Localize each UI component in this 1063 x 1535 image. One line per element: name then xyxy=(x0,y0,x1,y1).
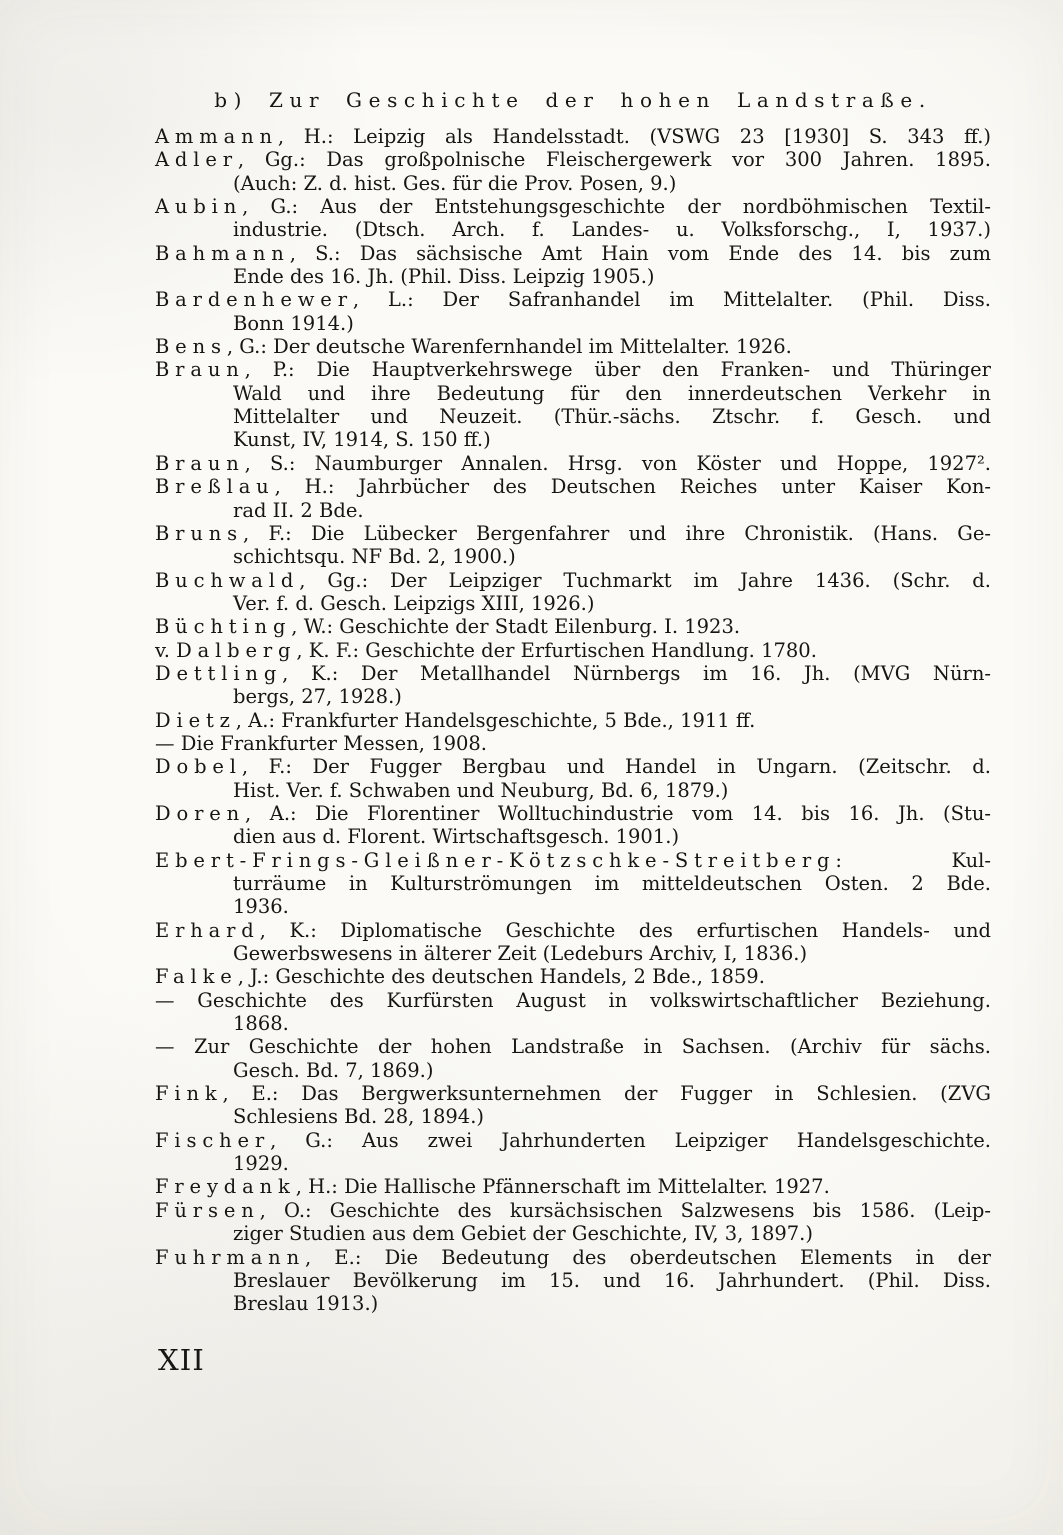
bib-entry-line: Ammann, H.: Leipzig als Handelsstadt. (VSWG 23 [1930] S. 343 ff.) xyxy=(155,125,991,148)
bib-entry-line: — Geschichte des Kurfürsten August in volkswirtschaftlicher Beziehung. xyxy=(155,988,991,1012)
bib-entry-line: turräume in Kulturströmungen im mitteldeutschen Osten. 2 Bde. xyxy=(233,872,991,895)
bib-entry xyxy=(155,242,991,289)
bib-entry-line: Doren, A.: Die Florentiner Wolltuchindustrie vom 14. bis 16. Jh. (Stu- xyxy=(155,801,991,825)
author-name: Fürsen xyxy=(155,1198,260,1222)
bib-entry-line: Breslauer Bevölkerung im 15. und 16. Jahrhundert. (Phil. Diss. xyxy=(233,1268,991,1292)
bib-entry xyxy=(155,569,991,616)
author-name: Bens xyxy=(155,335,227,359)
bib-entry-line: Ebert-Frings-Gleißner-Kötzschke-Streitberg: Kul- xyxy=(155,848,991,872)
author-name: Freydank xyxy=(155,1175,296,1199)
bib-entry-line: Braun, S.: Naumburger Annalen. Hrsg. von Köster und Hoppe, 1927². xyxy=(155,451,991,475)
bib-entry-line: schichtsqu. NF Bd. 2, 1900.) xyxy=(233,545,516,569)
author-name: Doren xyxy=(155,801,246,825)
author-name: Braun xyxy=(155,451,245,475)
author-name: Dalberg xyxy=(176,638,297,662)
bib-entry-line: Hist. Ver. f. Schwaben und Neuburg, Bd. 6, 1879.) xyxy=(233,778,729,802)
author-name: Ebert-Frings-Gleißner-Kötzschke-Streitberg: xyxy=(155,848,848,872)
bib-entry-line: Bahmann, S.: Das sächsische Amt Hain vom Ende des 14. bis zum xyxy=(155,241,991,265)
bib-entry-line: Erhard, K.: Diplomatische Geschichte des erfurtischen Handels- und xyxy=(155,918,991,942)
bib-entry xyxy=(155,125,991,148)
author-name: Fuhrmann xyxy=(155,1245,306,1269)
bib-entry-line: dien aus d. Florent. Wirtschaftsgesch. 1901.) xyxy=(233,825,680,849)
bib-entry-line: 1868. xyxy=(233,1012,289,1036)
bib-entry xyxy=(155,919,991,966)
author-name: Bruns xyxy=(155,521,244,545)
bib-entry-line: Schlesiens Bd. 28, 1894.) xyxy=(233,1105,485,1129)
bib-entry xyxy=(155,639,991,662)
bib-entry-line: Fink, E.: Das Bergwerksunternehmen der Fugger in Schlesien. (ZVG xyxy=(155,1082,991,1106)
bib-entry xyxy=(155,1129,991,1176)
author-name: Dobel xyxy=(155,755,242,779)
bib-entry xyxy=(155,288,991,335)
page-number: XII xyxy=(158,1343,206,1377)
author-name: Bahmann xyxy=(155,241,290,265)
bib-entry-line: Bardenhewer, L.: Der Safranhandel im Mittelalter. (Phil. Diss. xyxy=(155,288,991,312)
bib-entry-line: Breslau 1913.) xyxy=(233,1292,379,1316)
bib-entry-line: ziger Studien aus dem Gebiet der Geschichte, IV, 3, 1897.) xyxy=(233,1222,813,1246)
bib-entry xyxy=(155,475,991,522)
author-name: Dietz xyxy=(155,708,236,732)
bib-entry-line: Dobel, F.: Der Fugger Bergbau und Handel in Ungarn. (Zeitschr. d. xyxy=(155,755,991,779)
bib-entry-line: — Die Frankfurter Messen, 1908. xyxy=(155,731,487,755)
bib-entry-line: industrie. (Dtsch. Arch. f. Landes- u. Volksforschg., I, 1937.) xyxy=(233,218,991,242)
bib-entry-line: Fuhrmann, E.: Die Bedeutung des oberdeutschen Elements in der xyxy=(155,1245,991,1269)
author-name: Falke xyxy=(155,965,238,989)
bib-entry xyxy=(155,522,991,569)
bib-entry xyxy=(155,148,991,195)
author-name: Adler xyxy=(155,148,238,172)
bib-entry xyxy=(155,335,991,358)
bib-entry xyxy=(155,709,991,732)
bib-entry xyxy=(155,965,991,988)
bib-entry-line: rad II. 2 Bde. xyxy=(233,498,364,522)
author-name: Buchwald xyxy=(155,568,300,592)
bib-entry-line: Bens, G.: Der deutsche Warenfernhandel im Mittelalter. 1926. xyxy=(155,335,792,359)
bibliography-list xyxy=(155,125,991,1316)
bib-entry xyxy=(155,1082,991,1129)
author-name: Büchting xyxy=(155,615,292,639)
author-name: Bardenhewer xyxy=(155,288,353,312)
bib-entry-line: Braun, P.: Die Hauptverkehrswege über den Franken- und Thüringer xyxy=(155,358,991,382)
bib-entry xyxy=(155,755,991,802)
bib-entry-line: Dietz, A.: Frankfurter Handelsgeschichte, 5 Bde., 1911 ff. xyxy=(155,708,756,732)
bib-entry xyxy=(155,1175,991,1198)
text-block xyxy=(155,88,991,1316)
bib-entry xyxy=(155,615,991,638)
bib-entry xyxy=(155,849,991,919)
bib-entry xyxy=(155,989,991,1036)
author-name: Fink xyxy=(155,1082,223,1106)
author-name: Breßlau xyxy=(155,475,275,499)
bib-entry xyxy=(155,802,991,849)
bib-entry-line: Fischer, G.: Aus zwei Jahrhunderten Leipziger Handelsgeschichte. xyxy=(155,1128,991,1152)
bib-entry-line: Aubin, G.: Aus der Entstehungsgeschichte der nordböhmischen Textil- xyxy=(155,195,991,219)
author-name: Fischer xyxy=(155,1128,271,1152)
bib-entry-line: Kunst, IV, 1914, S. 150 ff.) xyxy=(233,428,491,452)
bib-entry-line: v. Dalberg, K. F.: Geschichte der Erfurtischen Handlung. 1780. xyxy=(155,638,817,662)
author-name: Dettling xyxy=(155,661,283,685)
bib-entry-line: Ver. f. d. Gesch. Leipzigs XIII, 1926.) xyxy=(233,591,595,615)
bib-entry-line: Büchting, W.: Geschichte der Stadt Eilenburg. I. 1923. xyxy=(155,615,741,639)
author-name-prefix: v. xyxy=(155,638,177,662)
bib-entry xyxy=(155,358,991,451)
bib-entry-line: 1929. xyxy=(233,1152,289,1176)
bib-entry xyxy=(155,195,991,242)
bib-entry-line: Gesch. Bd. 7, 1869.) xyxy=(233,1058,434,1082)
bib-entry-line: (Auch: Z. d. hist. Ges. für die Prov. Posen, 9.) xyxy=(233,171,677,195)
bib-entry-line: Bruns, F.: Die Lübecker Bergenfahrer und ihre Chronistik. (Hans. Ge- xyxy=(155,521,991,545)
bib-entry-line: Adler, Gg.: Das großpolnische Fleischergewerk vor 300 Jahren. 1895. xyxy=(155,148,991,172)
bib-entry xyxy=(155,1035,991,1082)
bib-entry xyxy=(155,1199,991,1246)
bib-entry xyxy=(155,452,991,475)
bib-entry-line: Bonn 1914.) xyxy=(233,311,354,335)
author-name: Ammann xyxy=(155,125,278,148)
author-name: Erhard xyxy=(155,918,260,942)
bib-entry-line: — Zur Geschichte der hohen Landstraße in Sachsen. (Archiv für sächs. xyxy=(155,1035,991,1059)
author-name: Aubin xyxy=(155,195,243,219)
bib-entry-line: Fürsen, O.: Geschichte des kursächsischen Salzwesens bis 1586. (Leip- xyxy=(155,1198,991,1222)
bib-entry-line: Gewerbswesens in älterer Zeit (Ledeburs Archiv, I, 1836.) xyxy=(233,942,808,966)
bib-entry-line: bergs, 27, 1928.) xyxy=(233,685,402,709)
bib-entry-line: Mittelalter und Neuzeit. (Thür.-sächs. Ztschr. f. Gesch. und xyxy=(233,405,991,429)
bib-entry-line: Buchwald, Gg.: Der Leipziger Tuchmarkt im Jahre 1436. (Schr. d. xyxy=(155,568,991,592)
bib-entry-line: Breßlau, H.: Jahrbücher des Deutschen Reiches unter Kaiser Kon- xyxy=(155,475,991,499)
bib-entry-line: Dettling, K.: Der Metallhandel Nürnbergs im 16. Jh. (MVG Nürn- xyxy=(155,661,991,685)
bib-entry-line: Freydank, H.: Die Hallische Pfännerschaft im Mittelalter. 1927. xyxy=(155,1175,830,1199)
bib-entry xyxy=(155,732,991,755)
bib-entry xyxy=(155,662,991,709)
bib-entry xyxy=(155,1246,991,1316)
author-name: Braun xyxy=(155,358,245,382)
bib-entry-line: Wald und ihre Bedeutung für den innerdeutschen Verkehr in xyxy=(233,381,991,405)
bib-entry-line: Ende des 16. Jh. (Phil. Diss. Leipzig 1905.) xyxy=(233,265,655,289)
bib-entry-line: 1936. xyxy=(233,895,289,919)
bib-entry-line: Falke, J.: Geschichte des deutschen Handels, 2 Bde., 1859. xyxy=(155,965,765,989)
section-heading: b) Zur Geschichte der hohen Landstraße. xyxy=(214,88,932,112)
